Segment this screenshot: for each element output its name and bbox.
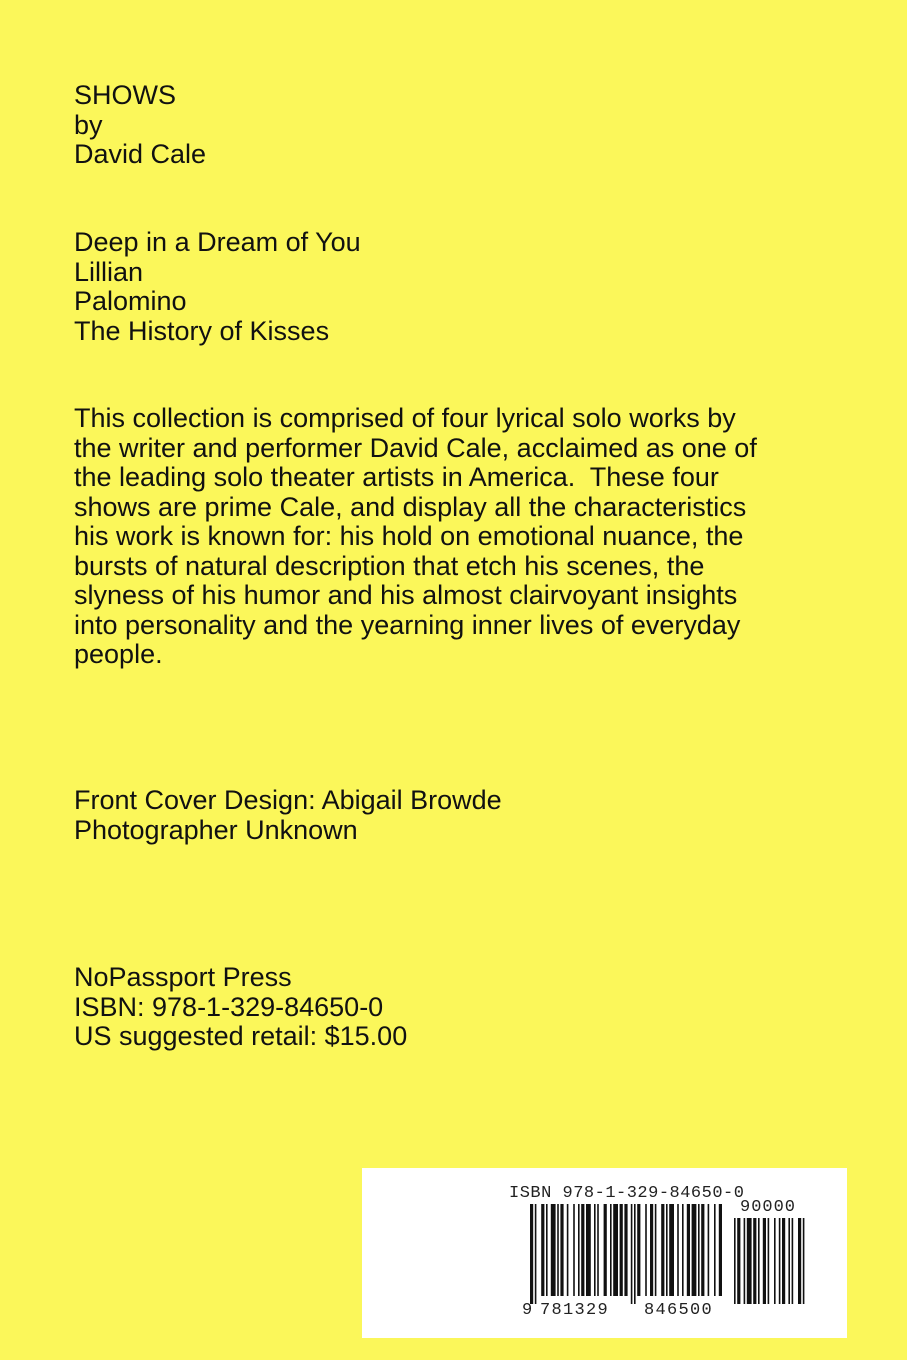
by-line: by — [74, 109, 103, 140]
barcode-panel — [362, 1168, 847, 1338]
book-description — [74, 404, 834, 670]
show-title: Deep in a Dream of You — [74, 227, 361, 257]
barcode-addon: 90000 — [740, 1198, 797, 1217]
description-line: This collection is comprised of four lyrical solo works by — [74, 403, 736, 433]
author-name: David Cale — [74, 139, 207, 169]
credits — [74, 786, 502, 845]
barcode-right-digits: 846500 — [644, 1301, 714, 1320]
description-line: people. — [74, 639, 163, 669]
barcode-isbn: ISBN 978-1-329-84650-0 — [509, 1184, 745, 1203]
cover-design-credit: Front Cover Design: Abigail Browde — [74, 785, 502, 815]
description-line: the writer and performer David Cale, acclaimed as one of — [74, 432, 757, 463]
publisher-name: NoPassport Press — [74, 962, 292, 992]
shows-list — [74, 228, 361, 346]
isbn-text: ISBN: 978-1-329-84650-0 — [74, 991, 384, 1022]
title-block — [74, 81, 206, 170]
description-line: into personality and the yearning inner lives of everyday — [74, 609, 741, 640]
show-title: Palomino — [74, 286, 187, 316]
show-title: Lillian — [74, 256, 144, 287]
description-line: his work is known for: his hold on emotional nuance, the — [74, 521, 744, 551]
retail-price: US suggested retail: $15.00 — [74, 1021, 408, 1051]
photographer-credit: Photographer Unknown — [74, 814, 358, 845]
description-line: slyness of his humor and his almost clairvoyant insights — [74, 580, 738, 610]
publisher-info — [74, 963, 407, 1052]
show-title: The History of Kisses — [74, 315, 330, 346]
description-line: shows are prime Cale, and display all the characteristics — [74, 491, 747, 522]
book-title: SHOWS — [74, 80, 177, 110]
description-line: the leading solo theater artists in America. These four — [74, 462, 719, 492]
description-line: bursts of natural description that etch his scenes, the — [74, 550, 705, 581]
barcode-left-digits: 781329 — [540, 1301, 610, 1320]
barcode-first-digit: 9 — [522, 1301, 533, 1320]
